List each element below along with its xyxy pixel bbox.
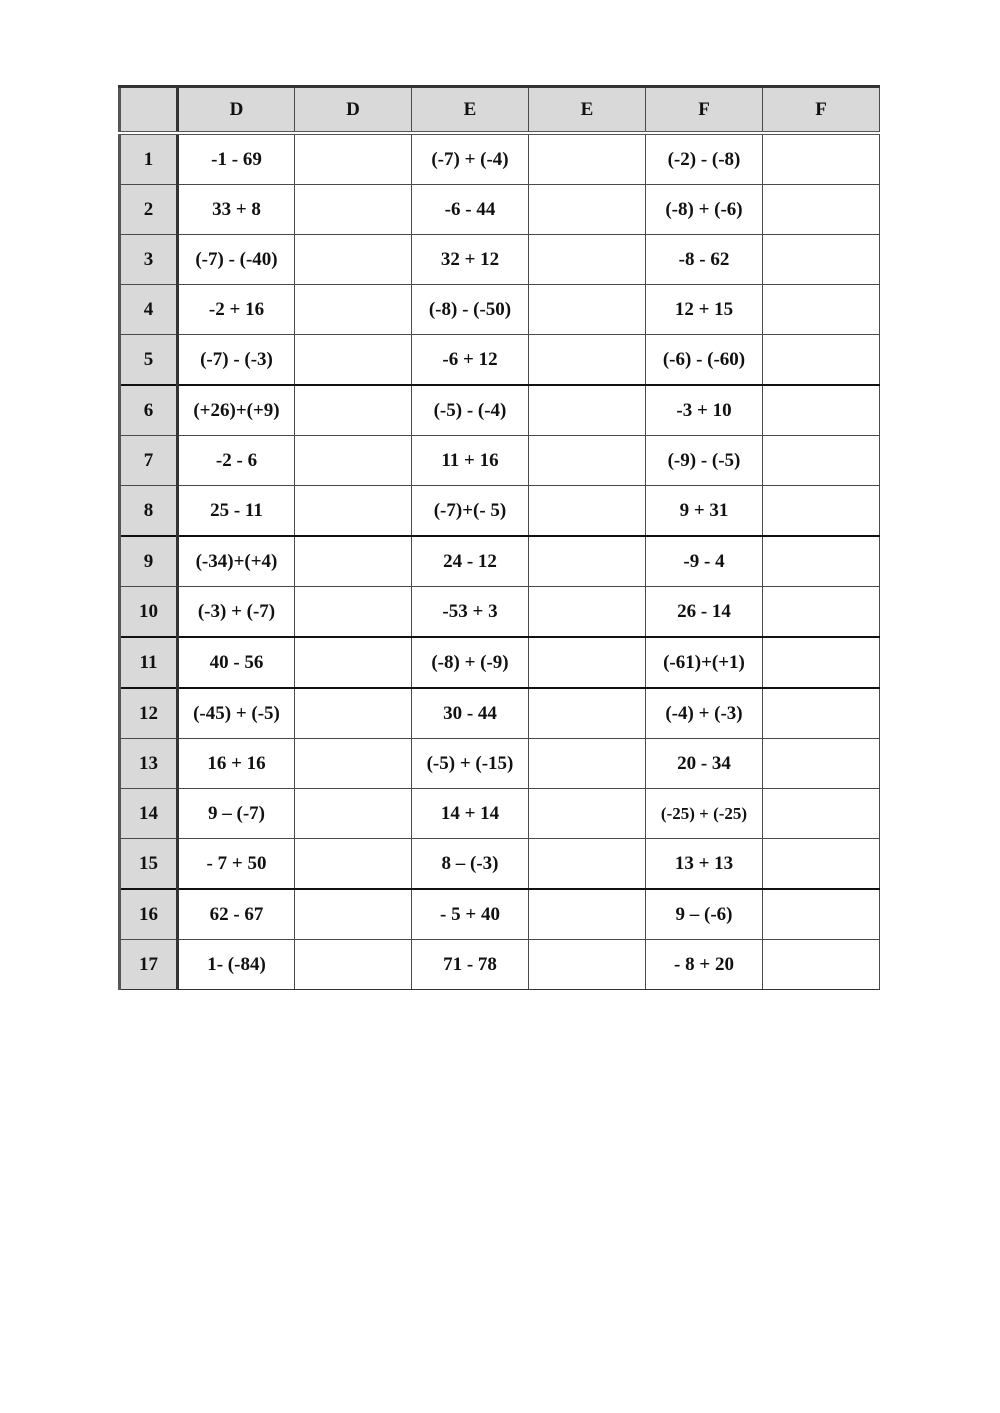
answer-cell-d[interactable] xyxy=(295,235,412,285)
answer-cell-e[interactable] xyxy=(529,637,646,688)
problem-f: 20 - 34 xyxy=(646,739,763,789)
answer-cell-d[interactable] xyxy=(295,335,412,386)
problem-d: -1 - 69 xyxy=(178,133,295,185)
row-number: 15 xyxy=(120,839,178,890)
problem-d: -2 - 6 xyxy=(178,436,295,486)
answer-cell-d[interactable] xyxy=(295,285,412,335)
column-header-f-problem: F xyxy=(646,87,763,134)
problem-e: (-7) + (-4) xyxy=(412,133,529,185)
answer-cell-f[interactable] xyxy=(763,587,880,638)
row-number: 4 xyxy=(120,285,178,335)
answer-cell-e[interactable] xyxy=(529,436,646,486)
answer-cell-f[interactable] xyxy=(763,536,880,587)
answer-cell-f[interactable] xyxy=(763,637,880,688)
answer-cell-e[interactable] xyxy=(529,335,646,386)
table-row xyxy=(120,889,880,940)
table-row xyxy=(120,185,880,235)
row-number: 17 xyxy=(120,940,178,990)
answer-cell-d[interactable] xyxy=(295,739,412,789)
problem-f: (-25) + (-25) xyxy=(646,789,763,839)
answer-cell-d[interactable] xyxy=(295,688,412,739)
problem-d: 40 - 56 xyxy=(178,637,295,688)
answer-cell-f[interactable] xyxy=(763,235,880,285)
problem-e: (-7)+(- 5) xyxy=(412,486,529,537)
problem-d: (+26)+(+9) xyxy=(178,385,295,436)
problem-e: (-5) + (-15) xyxy=(412,739,529,789)
answer-cell-d[interactable] xyxy=(295,536,412,587)
worksheet-table xyxy=(118,85,880,990)
table-row xyxy=(120,436,880,486)
column-header-d-answer: D xyxy=(295,87,412,134)
answer-cell-e[interactable] xyxy=(529,789,646,839)
row-number: 11 xyxy=(120,637,178,688)
answer-cell-f[interactable] xyxy=(763,436,880,486)
problem-f: (-6) - (-60) xyxy=(646,335,763,386)
answer-cell-d[interactable] xyxy=(295,185,412,235)
answer-cell-d[interactable] xyxy=(295,133,412,185)
problem-e: - 5 + 40 xyxy=(412,889,529,940)
answer-cell-f[interactable] xyxy=(763,789,880,839)
row-number: 13 xyxy=(120,739,178,789)
answer-cell-e[interactable] xyxy=(529,940,646,990)
row-number: 5 xyxy=(120,335,178,386)
answer-cell-d[interactable] xyxy=(295,839,412,890)
problem-f: 12 + 15 xyxy=(646,285,763,335)
row-number: 14 xyxy=(120,789,178,839)
problem-d: (-3) + (-7) xyxy=(178,587,295,638)
table-row xyxy=(120,739,880,789)
answer-cell-d[interactable] xyxy=(295,637,412,688)
answer-cell-d[interactable] xyxy=(295,587,412,638)
problem-f: -8 - 62 xyxy=(646,235,763,285)
table-row xyxy=(120,385,880,436)
header-row xyxy=(120,87,880,134)
problem-f: (-2) - (-8) xyxy=(646,133,763,185)
row-number: 12 xyxy=(120,688,178,739)
answer-cell-e[interactable] xyxy=(529,385,646,436)
problem-f: -3 + 10 xyxy=(646,385,763,436)
problem-f: (-9) - (-5) xyxy=(646,436,763,486)
column-header-e-answer: E xyxy=(529,87,646,134)
answer-cell-d[interactable] xyxy=(295,385,412,436)
problem-d: (-34)+(+4) xyxy=(178,536,295,587)
problem-d: (-7) - (-3) xyxy=(178,335,295,386)
column-header-d-problem: D xyxy=(178,87,295,134)
problem-e: 8 – (-3) xyxy=(412,839,529,890)
problem-f: 13 + 13 xyxy=(646,839,763,890)
answer-cell-f[interactable] xyxy=(763,385,880,436)
table-row xyxy=(120,587,880,638)
answer-cell-f[interactable] xyxy=(763,486,880,537)
answer-cell-e[interactable] xyxy=(529,889,646,940)
answer-cell-e[interactable] xyxy=(529,536,646,587)
problem-e: 30 - 44 xyxy=(412,688,529,739)
table-row xyxy=(120,235,880,285)
problem-e: 24 - 12 xyxy=(412,536,529,587)
row-number: 2 xyxy=(120,185,178,235)
problem-e: (-8) - (-50) xyxy=(412,285,529,335)
answer-cell-f[interactable] xyxy=(763,940,880,990)
column-header-f-answer: F xyxy=(763,87,880,134)
table-row xyxy=(120,133,880,185)
problem-d: 62 - 67 xyxy=(178,889,295,940)
answer-cell-e[interactable] xyxy=(529,587,646,638)
problem-f: (-4) + (-3) xyxy=(646,688,763,739)
answer-cell-f[interactable] xyxy=(763,285,880,335)
answer-cell-e[interactable] xyxy=(529,688,646,739)
table-row xyxy=(120,335,880,386)
problem-e: (-8) + (-9) xyxy=(412,637,529,688)
problem-f: 9 + 31 xyxy=(646,486,763,537)
answer-cell-e[interactable] xyxy=(529,739,646,789)
row-number: 10 xyxy=(120,587,178,638)
row-number: 7 xyxy=(120,436,178,486)
answer-cell-f[interactable] xyxy=(763,335,880,386)
problem-d: -2 + 16 xyxy=(178,285,295,335)
problem-e: -53 + 3 xyxy=(412,587,529,638)
problem-e: (-5) - (-4) xyxy=(412,385,529,436)
answer-cell-e[interactable] xyxy=(529,285,646,335)
answer-cell-e[interactable] xyxy=(529,486,646,537)
problem-d: 16 + 16 xyxy=(178,739,295,789)
answer-cell-e[interactable] xyxy=(529,839,646,890)
answer-cell-e[interactable] xyxy=(529,235,646,285)
column-header-e-problem: E xyxy=(412,87,529,134)
problem-e: 11 + 16 xyxy=(412,436,529,486)
problem-d: 33 + 8 xyxy=(178,185,295,235)
problem-e: -6 - 44 xyxy=(412,185,529,235)
table-row xyxy=(120,637,880,688)
answer-cell-d[interactable] xyxy=(295,789,412,839)
row-number: 8 xyxy=(120,486,178,537)
answer-cell-d[interactable] xyxy=(295,889,412,940)
problem-e: 14 + 14 xyxy=(412,789,529,839)
problem-f: -9 - 4 xyxy=(646,536,763,587)
problem-f: - 8 + 20 xyxy=(646,940,763,990)
answer-cell-f[interactable] xyxy=(763,839,880,890)
answer-cell-f[interactable] xyxy=(763,133,880,185)
answer-cell-d[interactable] xyxy=(295,486,412,537)
answer-cell-f[interactable] xyxy=(763,185,880,235)
problem-e: -6 + 12 xyxy=(412,335,529,386)
answer-cell-f[interactable] xyxy=(763,889,880,940)
answer-cell-d[interactable] xyxy=(295,436,412,486)
problem-d: 1- (-84) xyxy=(178,940,295,990)
answer-cell-f[interactable] xyxy=(763,739,880,789)
table-row xyxy=(120,285,880,335)
problem-e: 32 + 12 xyxy=(412,235,529,285)
answer-cell-f[interactable] xyxy=(763,688,880,739)
row-number: 16 xyxy=(120,889,178,940)
problem-d: - 7 + 50 xyxy=(178,839,295,890)
problem-d: 25 - 11 xyxy=(178,486,295,537)
answer-cell-e[interactable] xyxy=(529,185,646,235)
row-number: 6 xyxy=(120,385,178,436)
row-number: 1 xyxy=(120,133,178,185)
table-row xyxy=(120,536,880,587)
problem-f: 26 - 14 xyxy=(646,587,763,638)
problem-f: 9 – (-6) xyxy=(646,889,763,940)
answer-cell-d[interactable] xyxy=(295,940,412,990)
table-row xyxy=(120,839,880,890)
table-row xyxy=(120,486,880,537)
corner-cell xyxy=(120,87,178,134)
problem-f: (-61)+(+1) xyxy=(646,637,763,688)
answer-cell-e[interactable] xyxy=(529,133,646,185)
row-number: 9 xyxy=(120,536,178,587)
problem-d: (-45) + (-5) xyxy=(178,688,295,739)
row-number: 3 xyxy=(120,235,178,285)
table-row xyxy=(120,789,880,839)
table-row xyxy=(120,688,880,739)
problem-d: 9 – (-7) xyxy=(178,789,295,839)
problem-d: (-7) - (-40) xyxy=(178,235,295,285)
problem-e: 71 - 78 xyxy=(412,940,529,990)
table-row xyxy=(120,940,880,990)
problem-f: (-8) + (-6) xyxy=(646,185,763,235)
